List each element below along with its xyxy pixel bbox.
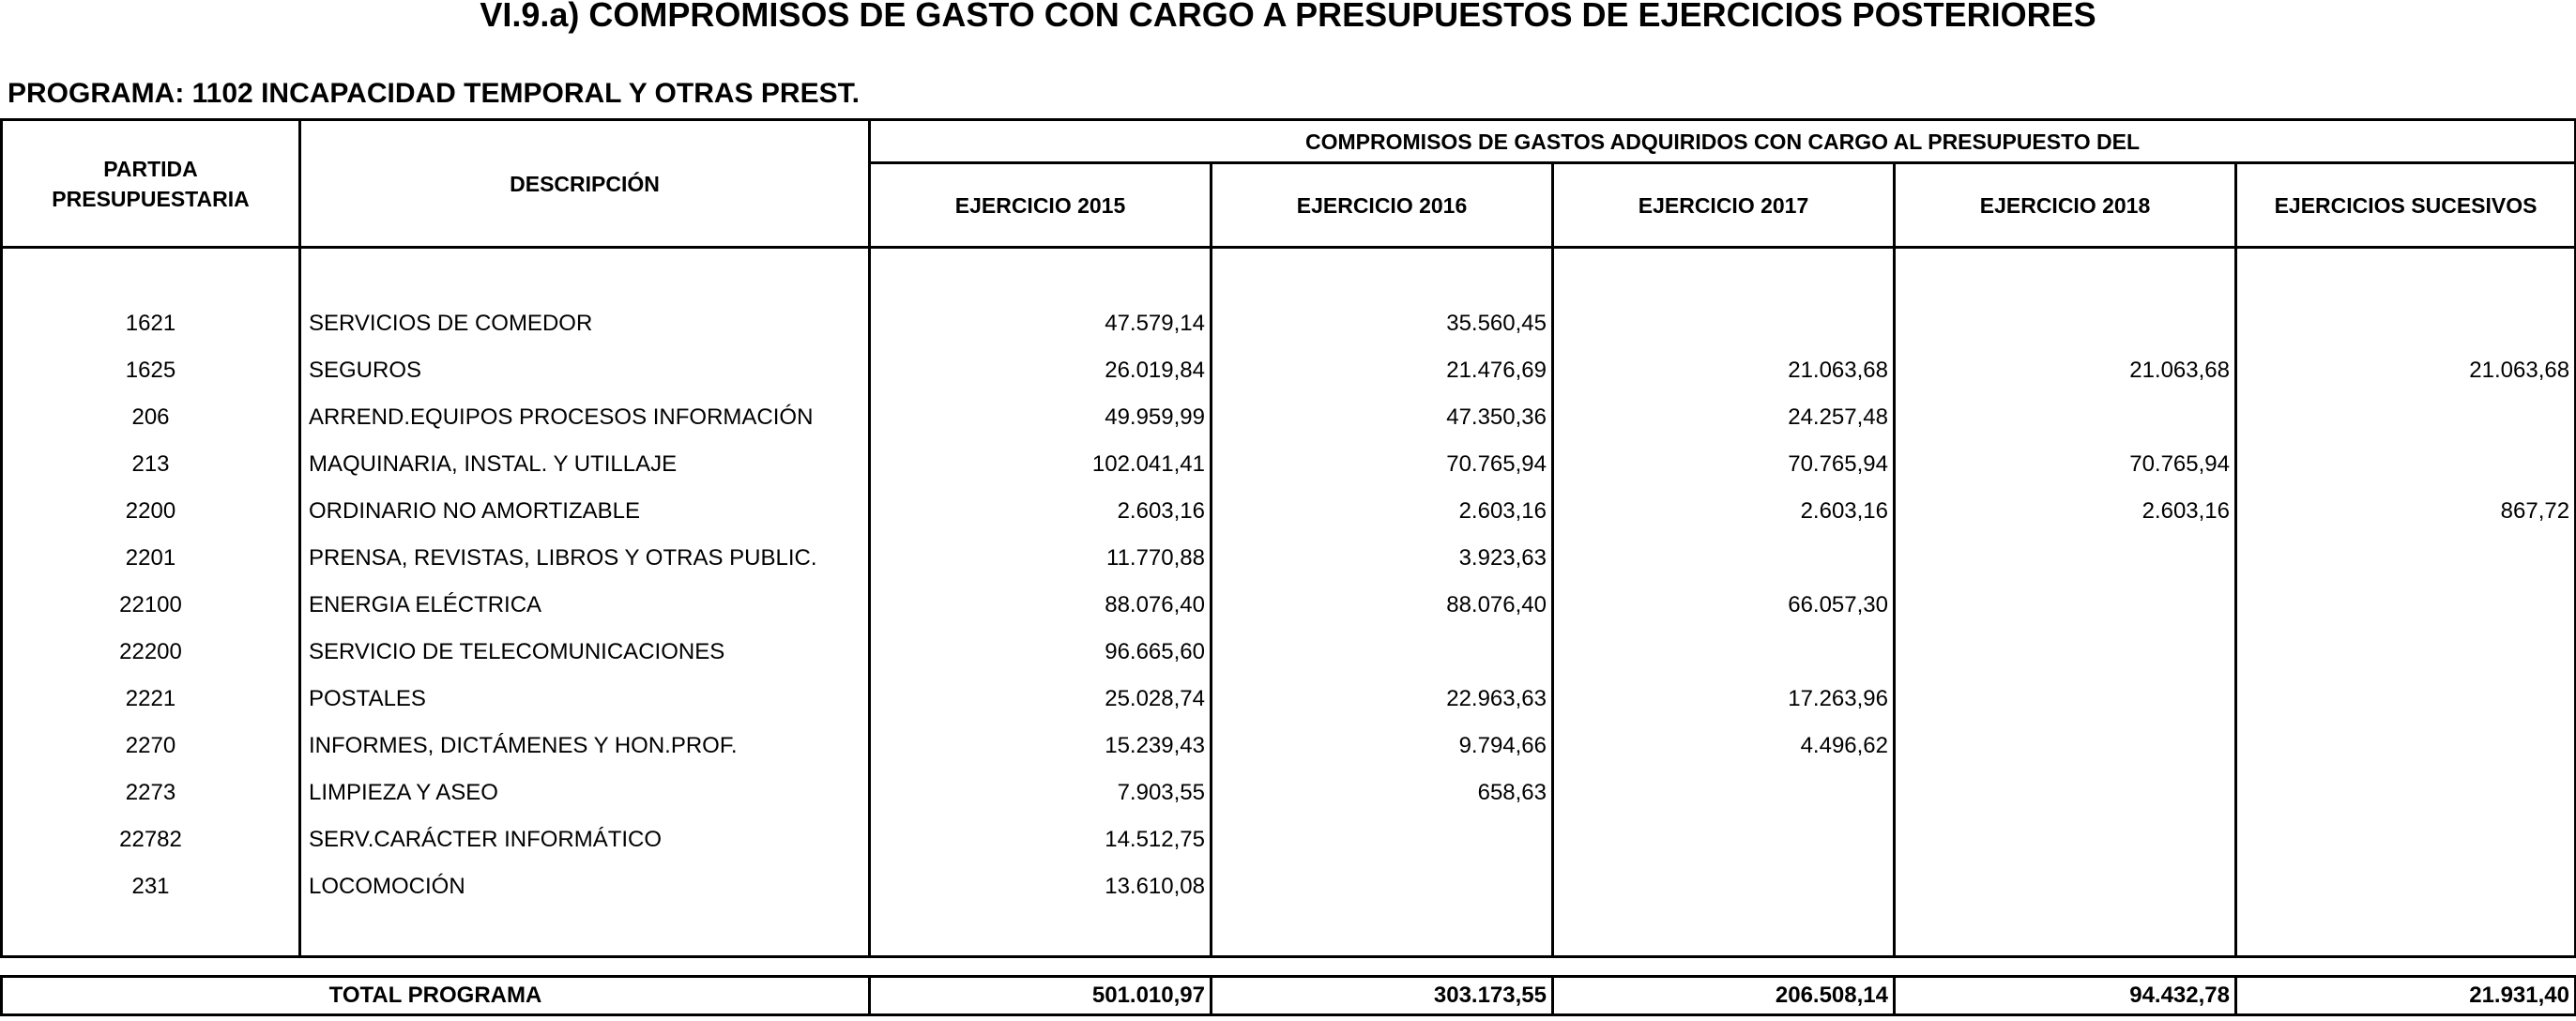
amount-cell: 658,63 (1477, 780, 1547, 805)
descripcion-cell: INFORMES, DICTÁMENES Y HON.PROF. (309, 733, 738, 758)
amount-cell: 66.057,30 (1788, 592, 1888, 617)
year-2018-column (1895, 248, 2236, 957)
amount-cell: 88.076,40 (1446, 592, 1547, 617)
amount-cell: 70.765,94 (1788, 451, 1888, 477)
partida-column (2, 248, 300, 957)
amount-cell (1212, 863, 1551, 910)
header-group: COMPROMISOS DE GASTOS ADQUIRIDOS CON CARGO AL PRESUPUESTO DEL (870, 120, 2576, 163)
amount-cell: 70.765,94 (1446, 451, 1547, 477)
amount-cell (2237, 770, 2574, 816)
amount-cell (1896, 300, 2234, 347)
amount-cell (1554, 300, 1893, 347)
amount-cell (1896, 723, 2234, 770)
amount-cell: 2.603,16 (1117, 498, 1205, 524)
amount-cell: 9.794,66 (1458, 733, 1547, 758)
year-2017-column (1553, 248, 1895, 957)
year-2016-column (1212, 248, 1553, 957)
amount-cell: 21.063,68 (2129, 358, 2230, 383)
total-sucesivos: 21.931,40 (2236, 977, 2576, 1015)
total-2015: 501.010,97 (870, 977, 1212, 1015)
year-2015-column (870, 248, 1212, 957)
amount-cell (1896, 863, 2234, 910)
partida-cell: 2201 (125, 545, 176, 571)
amount-cell: 21.063,68 (1788, 358, 1888, 383)
amount-cell (1896, 582, 2234, 629)
amount-cell (1896, 770, 2234, 816)
amount-cell: 22.963,63 (1446, 686, 1547, 711)
amount-cell: 3.923,63 (1458, 545, 1547, 571)
amount-cell: 15.239,43 (1105, 733, 1205, 758)
header-year-2016: EJERCICIO 2016 (1212, 163, 1553, 248)
report-title: VI.9.a) COMPROMISOS DE GASTO CON CARGO A PRESUPUESTOS DE EJERCICIOS POSTERIORES (480, 0, 2096, 34)
descripcion-cell: PRENSA, REVISTAS, LIBROS Y OTRAS PUBLIC. (309, 545, 817, 571)
amount-cell: 49.959,99 (1105, 404, 1205, 430)
amount-cell (2237, 394, 2574, 441)
header-partida: PARTIDA PRESUPUESTARIA (2, 120, 300, 248)
descripcion-cell: ENERGIA ELÉCTRICA (309, 592, 542, 617)
amount-cell: 13.610,08 (1105, 874, 1205, 899)
partida-cell: 206 (131, 404, 170, 430)
amount-cell: 47.350,36 (1446, 404, 1547, 430)
partida-cell: 22100 (119, 592, 182, 617)
amount-cell: 21.063,68 (2469, 358, 2570, 383)
amount-cell (1212, 816, 1551, 863)
amount-cell: 2.603,16 (1800, 498, 1888, 524)
amount-cell (1554, 629, 1893, 676)
year-sucesivos-column (2236, 248, 2576, 957)
descripcion-cell: SERV.CARÁCTER INFORMÁTICO (309, 827, 663, 852)
amount-cell (2237, 816, 2574, 863)
amount-cell: 11.770,88 (1106, 545, 1205, 571)
amount-cell: 47.579,14 (1105, 311, 1205, 336)
descripcion-cell: POSTALES (309, 686, 426, 711)
header-year-sucesivos: EJERCICIOS SUCESIVOS (2236, 163, 2576, 248)
amount-cell: 867,72 (2500, 498, 2570, 524)
partida-cell: 1625 (125, 358, 176, 383)
descripcion-cell: LOCOMOCIÓN (309, 874, 465, 899)
amount-cell (1554, 535, 1893, 582)
total-2018: 94.432,78 (1895, 977, 2236, 1015)
header-year-2017: EJERCICIO 2017 (1553, 163, 1895, 248)
amount-cell (1896, 535, 2234, 582)
amount-cell (1896, 676, 2234, 723)
amount-cell (2237, 535, 2574, 582)
amount-cell (2237, 863, 2574, 910)
descripcion-cell: SEGUROS (309, 358, 422, 383)
amount-cell (1896, 816, 2234, 863)
partida-cell: 2221 (125, 686, 176, 711)
amount-cell (2237, 676, 2574, 723)
amount-cell: 21.476,69 (1446, 358, 1547, 383)
amount-cell: 2.603,16 (2142, 498, 2230, 524)
commitments-table (0, 118, 2576, 958)
total-label: TOTAL PROGRAMA (2, 977, 870, 1015)
partida-cell: 1621 (125, 311, 176, 336)
amount-cell: 14.512,75 (1105, 827, 1205, 852)
amount-cell: 2.603,16 (1458, 498, 1547, 524)
amount-cell: 26.019,84 (1105, 358, 1205, 383)
partida-cell: 22782 (119, 827, 182, 852)
amount-cell (2237, 441, 2574, 488)
header-descripcion: DESCRIPCIÓN (300, 120, 870, 248)
amount-cell (2237, 582, 2574, 629)
amount-cell (1554, 770, 1893, 816)
descripcion-cell: ORDINARIO NO AMORTIZABLE (309, 498, 640, 524)
amount-cell (1212, 629, 1551, 676)
descripcion-cell: SERVICIOS DE COMEDOR (309, 311, 593, 336)
descripcion-cell: MAQUINARIA, INSTAL. Y UTILLAJE (309, 451, 678, 477)
amount-cell: 102.041,41 (1091, 451, 1205, 477)
partida-cell: 2200 (125, 498, 176, 524)
amount-cell: 25.028,74 (1105, 686, 1205, 711)
descripcion-column (300, 248, 870, 957)
amount-cell: 24.257,48 (1788, 404, 1888, 430)
partida-cell: 2270 (125, 733, 176, 758)
partida-cell: 22200 (119, 639, 182, 664)
amount-cell: 17.263,96 (1788, 686, 1888, 711)
amount-cell (2237, 629, 2574, 676)
partida-cell: 213 (131, 451, 170, 477)
amount-cell (1896, 629, 2234, 676)
amount-cell (1554, 816, 1893, 863)
total-2016: 303.173,55 (1212, 977, 1553, 1015)
descripcion-cell: ARREND.EQUIPOS PROCESOS INFORMACIÓN (309, 404, 814, 430)
amount-cell (2237, 300, 2574, 347)
amount-cell: 70.765,94 (2129, 451, 2230, 477)
partida-cell: 231 (131, 874, 170, 899)
amount-cell: 35.560,45 (1446, 311, 1547, 336)
amount-cell (2237, 723, 2574, 770)
programa-heading: PROGRAMA: 1102 INCAPACIDAD TEMPORAL Y OTRAS PREST. (8, 78, 860, 109)
descripcion-cell: LIMPIEZA Y ASEO (309, 780, 498, 805)
amount-cell (1554, 863, 1893, 910)
partida-cell: 2273 (125, 780, 176, 805)
total-table (0, 975, 2576, 1016)
amount-cell: 7.903,55 (1117, 780, 1205, 805)
header-year-2018: EJERCICIO 2018 (1895, 163, 2236, 248)
amount-cell: 88.076,40 (1105, 592, 1205, 617)
total-2017: 206.508,14 (1553, 977, 1895, 1015)
descripcion-cell: SERVICIO DE TELECOMUNICACIONES (309, 639, 725, 664)
header-year-2015: EJERCICIO 2015 (870, 163, 1212, 248)
amount-cell: 96.665,60 (1105, 639, 1205, 664)
amount-cell (1896, 394, 2234, 441)
amount-cell: 4.496,62 (1800, 733, 1888, 758)
